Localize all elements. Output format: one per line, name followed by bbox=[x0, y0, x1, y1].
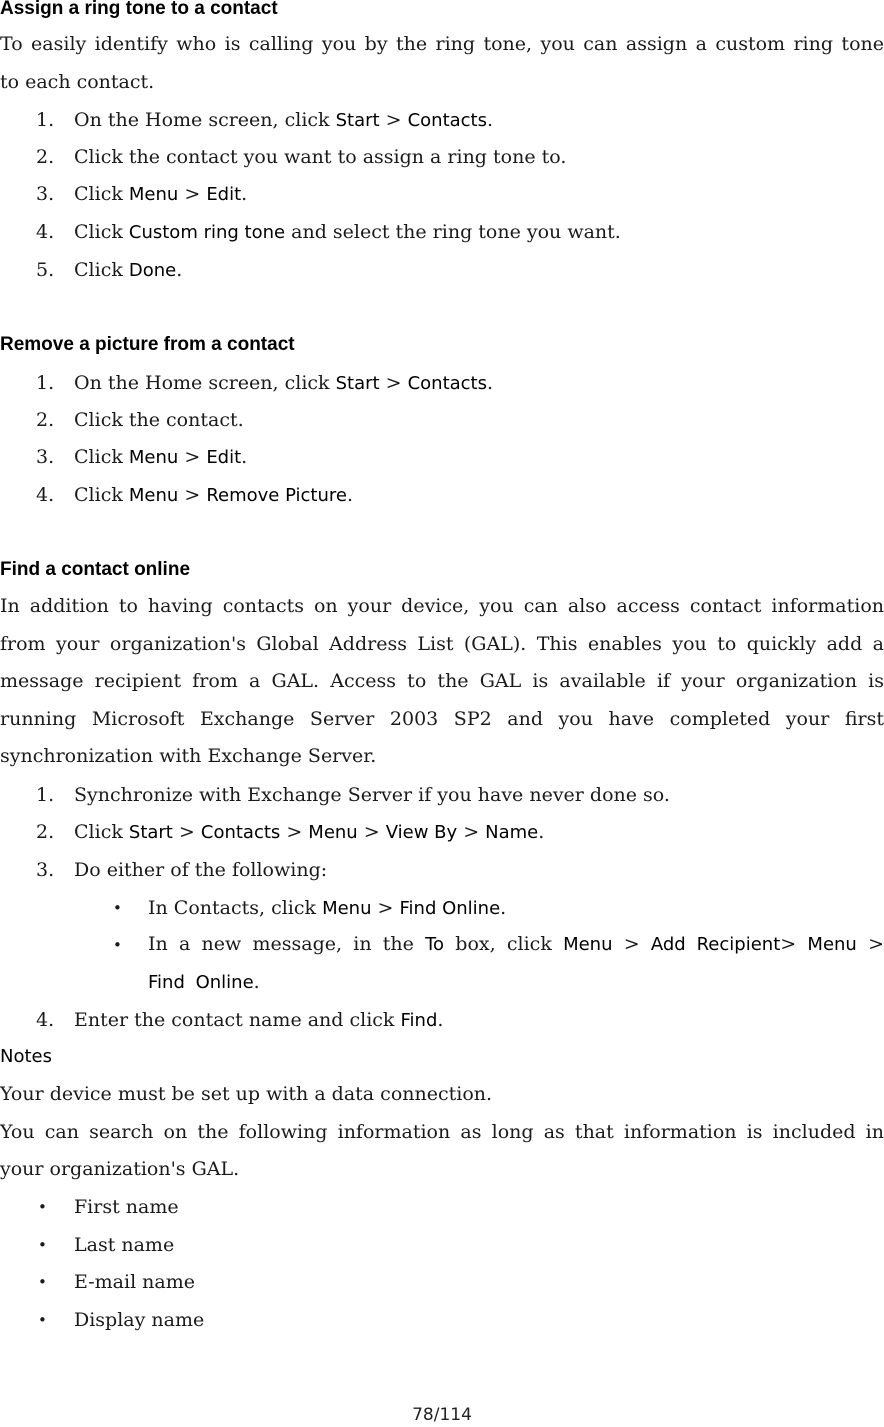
page-number: 78/114 bbox=[412, 1405, 472, 1425]
step-text: On the Home screen, click Start > Contacts. bbox=[74, 109, 494, 131]
step-number: 5. bbox=[36, 259, 55, 281]
step-number: 2. bbox=[36, 821, 55, 843]
ui-term: To bbox=[425, 934, 445, 955]
step-number: 1. bbox=[36, 372, 55, 394]
ui-term: Start bbox=[335, 373, 380, 394]
step-text: Click the contact. bbox=[74, 409, 244, 431]
notes-label: Notes bbox=[0, 1046, 52, 1067]
section-heading-remove-picture: Remove a picture from a contact bbox=[0, 334, 295, 355]
bullet-icon: • bbox=[38, 1236, 47, 1254]
step-text: Synchronize with Exchange Server if you have never done so. bbox=[74, 784, 670, 806]
intro-line: In addition to having contacts on your device, you can also access contact information bbox=[0, 595, 884, 617]
bullet-icon: • bbox=[38, 1198, 47, 1216]
intro-line: To easily identify who is calling you by the ring tone, you can assign a custom ring tone bbox=[0, 33, 884, 55]
section-intro-find-online bbox=[0, 588, 884, 776]
step-number: 3. bbox=[36, 446, 55, 468]
ui-term: Menu bbox=[128, 485, 179, 506]
ui-term: Name bbox=[485, 822, 539, 843]
step-number: 3. bbox=[36, 859, 55, 881]
ui-term: Contacts bbox=[407, 110, 487, 131]
field-name: First name bbox=[74, 1196, 179, 1218]
step-number: 4. bbox=[36, 221, 55, 243]
sub-bullet-text: In Contacts, click Menu > Find Online. bbox=[148, 897, 507, 919]
ui-term: Edit bbox=[206, 184, 242, 205]
intro-line: from your organization's Global Address List (GAL). This enables you to quickly add a bbox=[0, 632, 884, 655]
ui-term: Custom ring tone bbox=[128, 222, 286, 243]
ui-term: Menu bbox=[128, 184, 179, 205]
sub-bullet-text: In a new message, in the To box, click Menu > Add Recipient> Menu > Find Online. bbox=[148, 933, 884, 993]
step-text: On the Home screen, click Start > Contacts. bbox=[74, 372, 494, 394]
section-heading-assign-ring-tone: Assign a ring tone to a contact bbox=[0, 0, 278, 19]
intro-line: message recipient from a GAL. Access to the GAL is available if your organization is bbox=[0, 670, 884, 692]
field-name: E-mail name bbox=[74, 1271, 196, 1293]
ui-term: Find Online bbox=[148, 971, 254, 993]
section-heading-find-contact-online: Find a contact online bbox=[0, 559, 191, 580]
notes-text bbox=[0, 1076, 884, 1189]
step-number: 2. bbox=[36, 146, 55, 168]
note-line: your organization's GAL. bbox=[0, 1158, 240, 1180]
step-number: 1. bbox=[36, 109, 55, 131]
ui-term: Add Recipient bbox=[650, 934, 781, 955]
step-number: 2. bbox=[36, 409, 55, 431]
step-text: Click Menu > Edit. bbox=[74, 183, 248, 205]
bullet-icon: • bbox=[38, 1311, 47, 1329]
step-number: 3. bbox=[36, 183, 55, 205]
bullet-icon: • bbox=[113, 899, 122, 917]
ui-term: Find Online bbox=[399, 898, 501, 919]
field-name: Display name bbox=[74, 1309, 205, 1331]
ui-term: View By bbox=[385, 822, 458, 843]
step-number: 4. bbox=[36, 1009, 55, 1031]
ui-term: Menu bbox=[563, 934, 613, 955]
ui-term: Menu bbox=[308, 822, 358, 843]
ui-term: Edit bbox=[206, 447, 242, 468]
bullet-icon: • bbox=[113, 936, 122, 954]
section-intro-ring-tone bbox=[0, 26, 884, 101]
ui-term: Find bbox=[400, 1010, 438, 1031]
step-text: Click Custom ring tone and select the ring tone you want. bbox=[74, 221, 621, 243]
ui-term: Menu bbox=[128, 447, 179, 468]
ui-term: Start bbox=[335, 110, 380, 131]
note-line: Your device must be set up with a data connection. bbox=[0, 1083, 493, 1105]
step-number: 1. bbox=[36, 784, 55, 806]
ui-term: Remove Picture bbox=[206, 485, 347, 506]
intro-line: synchronization with Exchange Server. bbox=[0, 745, 377, 767]
note-line: You can search on the following information as long as that information is included in bbox=[0, 1120, 884, 1143]
step-text: Click Done. bbox=[74, 259, 183, 281]
ui-term: Contacts bbox=[407, 373, 487, 394]
intro-line: to each contact. bbox=[0, 70, 155, 93]
intro-line: running Microsoft Exchange Server 2003 SP2 and you have completed your first bbox=[0, 707, 884, 730]
step-text: Enter the contact name and click Find. bbox=[74, 1009, 444, 1031]
step-text: Click the contact you want to assign a ring tone to. bbox=[74, 146, 567, 168]
ui-term: Done bbox=[128, 260, 177, 281]
ui-term: Start bbox=[128, 822, 173, 843]
step-text: Do either of the following: bbox=[74, 859, 328, 881]
field-name: Last name bbox=[74, 1234, 175, 1256]
step-text: Click Menu > Remove Picture. bbox=[74, 484, 354, 506]
step-text: Click Start > Contacts > Menu > View By > Name. bbox=[74, 821, 545, 843]
bullet-icon: • bbox=[38, 1273, 47, 1291]
ui-term: Menu bbox=[322, 898, 372, 919]
ui-term: Contacts bbox=[200, 822, 281, 843]
ui-term: Menu bbox=[807, 934, 857, 955]
step-text: Click Menu > Edit. bbox=[74, 446, 248, 468]
step-number: 4. bbox=[36, 484, 55, 506]
